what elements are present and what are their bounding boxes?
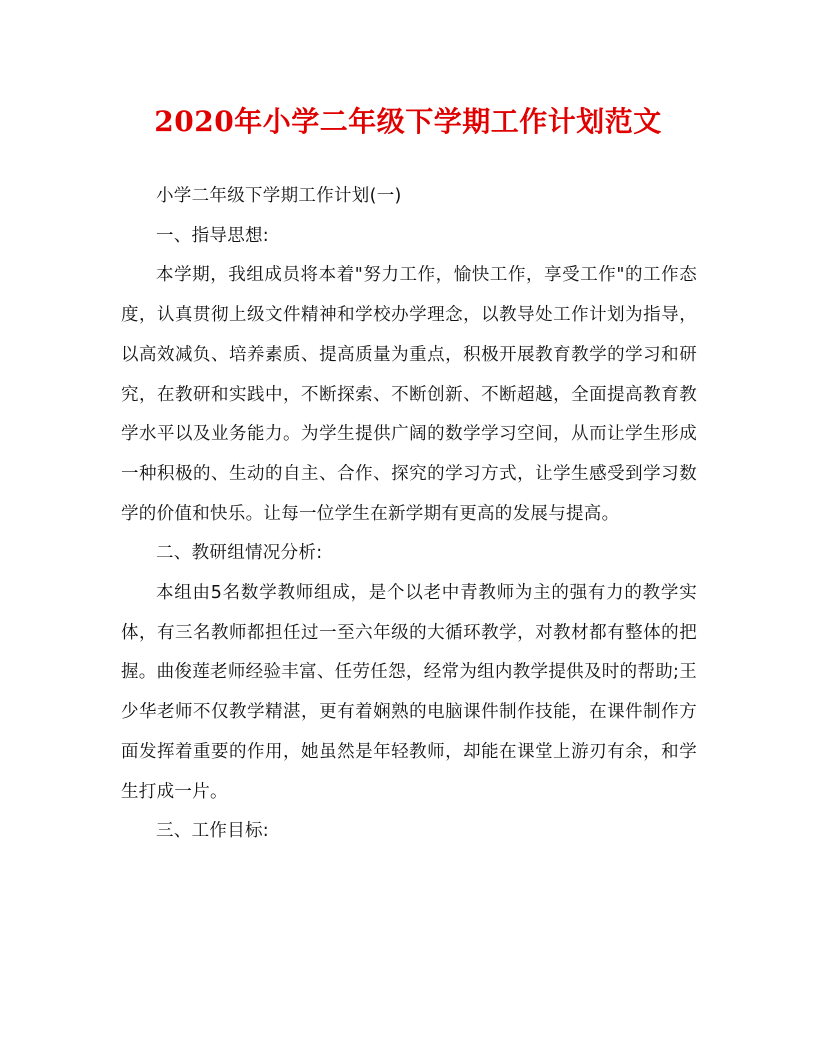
paragraph-guiding-ideology: 本学期，我组成员将本着"努力工作，愉快工作，享受工作"的工作态度，认真贯彻上级文件精神和学校办学理念，以教导处工作计划为指导，以高效减负、培养素质、提高质量为重点，积极开展教育教学的学习和研究，在教研和实践中，不断探索、不断创新、不断超越，全面提高教育教学水平以及业务能力。为学生提供广阔的数学学习空间，从而让学生形成一种积极的、生动的自主、合作、探究的学习方式，让学生感受到学习数学的价值和快乐。让每一位学生在新学期有更高的发展与提高。 <box>121 265 697 524</box>
section-heading-guiding-ideology: 一、指导思想: <box>156 225 269 246</box>
document-body <box>121 177 697 852</box>
document-title: 2020年小学二年级下学期工作计划范文 <box>154 105 662 138</box>
section-heading-plan: 小学二年级下学期工作计划(一) <box>156 186 402 206</box>
section-heading-group-analysis: 二、教研组情况分析: <box>156 543 323 564</box>
section-heading-work-goals: 三、工作目标: <box>156 821 269 842</box>
paragraph-group-analysis: 本组由5名数学教师组成，是个以老中青教师为主的强有力的教学实体，有三名教师都担任过一至六年级的大循环教学，对教材都有整体的把握。曲俊莲老师经验丰富、任劳任怨，经常为组内教学提供及时的帮助;王少华老师不仅教学精湛，更有着娴熟的电脑课件制作技能，在课件制作方面发挥着重要的作用，她虽然是年轻教师，却能在课堂上游刃有余，和学生打成一片。 <box>121 583 697 802</box>
